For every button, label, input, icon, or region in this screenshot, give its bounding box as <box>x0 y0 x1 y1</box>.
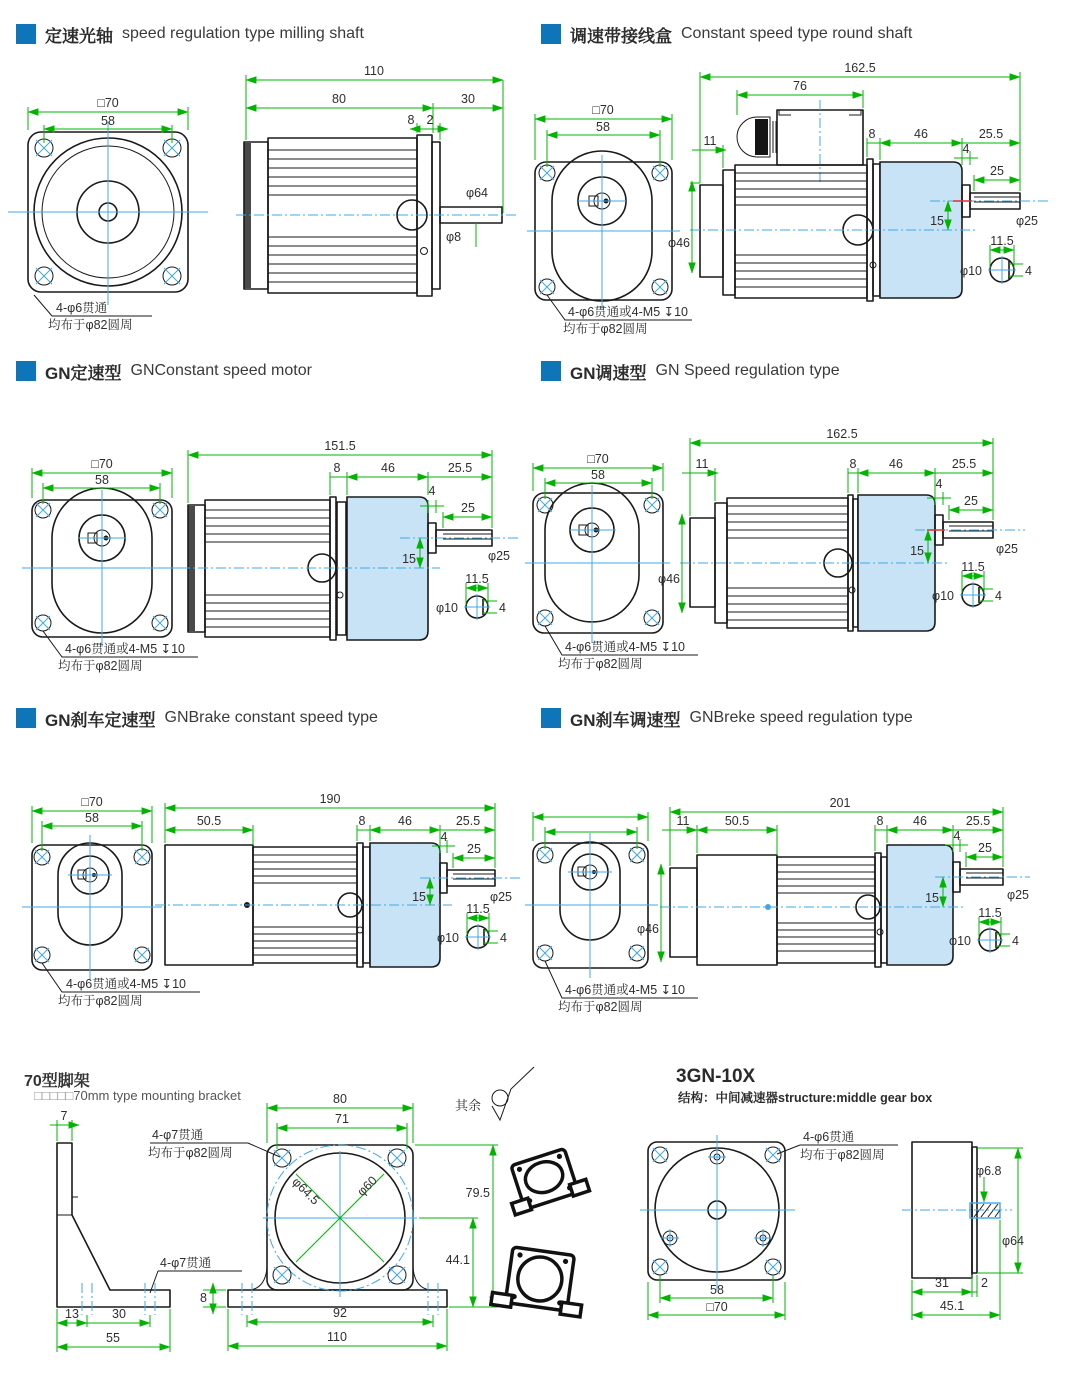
dim-phi60: φ60 <box>354 1173 380 1199</box>
dim-box76: 76 <box>793 79 807 93</box>
note-holes: 4-φ6贯通或4-M5 ↧10 <box>65 642 186 656</box>
dim-key25: 25 <box>461 501 475 515</box>
shaft-section-detail <box>949 906 1019 953</box>
drawing-gn-brake-regulation <box>530 770 1085 1065</box>
dim-pre11: 11 <box>703 134 717 148</box>
dim-holes71: 71 <box>335 1112 349 1126</box>
dim-ext255: 25.5 <box>455 814 481 828</box>
dim-key25: 25 <box>467 842 481 856</box>
dim-gear46: 46 <box>889 457 903 471</box>
shaft-section-detail <box>932 560 1002 608</box>
section-title-en: GNBreke speed regulation type <box>689 709 913 726</box>
dim-key-phi10: φ10 <box>435 601 458 615</box>
dim-cap8: 8 <box>849 457 857 471</box>
dim-phi25: φ25 <box>996 542 1019 556</box>
dim-ext255: 25.5 <box>965 814 991 828</box>
flange-front-view <box>8 96 208 332</box>
section-marker-icon <box>541 708 561 728</box>
dim-total: 162.5 <box>844 61 876 75</box>
dim-cap8: 8 <box>876 814 884 828</box>
dim-square70: □70 <box>81 795 103 809</box>
dim-front30: 30 <box>461 92 475 106</box>
dim-ext255: 25.5 <box>447 461 473 475</box>
gearbox-front-view <box>640 1130 898 1320</box>
section-header-3 <box>16 359 312 383</box>
dim-cap8: 8 <box>868 127 876 141</box>
tofu-boxes: □□□□□ <box>34 1088 74 1103</box>
motor-side-view <box>180 439 520 640</box>
dim-step4: 4 <box>935 477 943 491</box>
dim-b13: 13 <box>65 1307 79 1321</box>
section-title-en: speed regulation type milling shaft <box>122 25 364 42</box>
bracket-subtitle: □□□□□70mm type mounting bracket <box>34 1088 241 1103</box>
dim-key-depth4: 4 <box>500 931 507 945</box>
note-circle: 均布于φ82圆周 <box>800 1148 885 1162</box>
dim-w31: 31 <box>935 1276 949 1290</box>
note-holes: 4-φ6贯通或4-M5 ↧10 <box>565 640 686 654</box>
gearbox-model: 3GN-10X <box>676 1066 756 1087</box>
dim-phi64: φ64 <box>466 186 489 200</box>
section-header-5 <box>16 706 378 730</box>
note-circle: 均布于φ82圆周 <box>558 657 643 671</box>
note-holes: 4-φ6贯通或4-M5 ↧10 <box>66 977 187 991</box>
drawing-round-shaft <box>530 55 1085 355</box>
dim-square70: □70 <box>587 452 609 466</box>
dim-key25: 25 <box>964 494 978 508</box>
motor-side-view <box>668 61 1050 301</box>
dim-key-phi10: φ10 <box>959 264 982 278</box>
front-flange-block <box>700 185 723 277</box>
section-marker-icon <box>541 361 561 381</box>
dim-body80: 80 <box>332 92 346 106</box>
dim-b30: 30 <box>112 1307 126 1321</box>
dim-square70: □70 <box>592 103 614 117</box>
dim-w451: 45.1 <box>939 1299 965 1313</box>
dim-bolt58: 58 <box>85 811 99 825</box>
shaft-section-detail <box>437 902 507 950</box>
dim-step4: 4 <box>428 484 436 498</box>
dim-phi46: φ46 <box>667 236 690 250</box>
section-title-zh: GN调速型 <box>570 363 647 383</box>
dim-total: 162.5 <box>826 427 858 441</box>
gearbox-side-view <box>902 1142 1024 1320</box>
dim-pre11: 11 <box>676 814 690 828</box>
dim-b92: 92 <box>333 1306 347 1320</box>
section-header-4 <box>541 359 840 383</box>
dim-h441: 44.1 <box>445 1253 470 1267</box>
output-shaft <box>970 193 1020 209</box>
dim-phi25: φ25 <box>488 549 511 563</box>
dim-gear46: 46 <box>398 814 412 828</box>
dim-key-width: 11.5 <box>961 560 985 574</box>
dim-bolt58: 58 <box>95 473 109 487</box>
note-circle: 均布于φ82圆周 <box>58 659 143 673</box>
note-holes: 4-φ6贯通 <box>56 301 108 315</box>
output-shaft <box>943 522 993 538</box>
gearbox-structure: 结构：中间减速器structure:middle gear box <box>678 1091 933 1105</box>
dim-ext255: 25.5 <box>978 127 1004 141</box>
motor-side-view <box>155 792 520 967</box>
section-title-zh: GN定速型 <box>45 363 122 383</box>
dim-total: 201 <box>829 796 851 810</box>
drawing-constant-speed-shaft <box>0 55 540 355</box>
section-marker-icon <box>541 24 561 44</box>
dim-gear46: 46 <box>381 461 395 475</box>
dim-bolt58: 58 <box>596 120 610 134</box>
note-circle: 均布于φ82圆周 <box>558 1000 643 1014</box>
dim-gear46: 46 <box>913 814 927 828</box>
dim-key-depth4: 4 <box>1012 934 1019 948</box>
drawing-gn-regulation <box>530 425 1085 705</box>
dim-phi46: φ46 <box>636 922 659 936</box>
dim-b55: 55 <box>106 1331 120 1345</box>
dim-key-width: 11.5 <box>466 902 490 916</box>
dim-cap8: 8 <box>358 814 366 828</box>
section-title-zh: GN刹车定速型 <box>45 710 156 730</box>
dim-phi25: φ25 <box>1016 214 1039 228</box>
section-header-2 <box>541 22 912 46</box>
dim-step4: 4 <box>953 829 961 843</box>
dim-key-phi10: φ10 <box>948 934 971 948</box>
dim-square70: □70 <box>706 1300 728 1314</box>
dim-step4: 4 <box>440 830 448 844</box>
dim-square70: □70 <box>91 457 113 471</box>
dim-total110: 110 <box>364 64 384 78</box>
bracket-front-view <box>148 1092 498 1351</box>
dim-offset15: 15 <box>925 891 939 905</box>
dim-h795: 79.5 <box>465 1186 490 1200</box>
section-title-zh: GN刹车调速型 <box>570 710 681 730</box>
flange-front-view <box>525 812 698 1014</box>
dim-key-depth4: 4 <box>995 589 1002 603</box>
dim-key-width: 11.5 <box>978 906 1002 920</box>
shaft-section-detail <box>436 572 506 620</box>
bolt-hole <box>537 497 660 626</box>
note-base-holes: 4-φ7贯通 <box>160 1256 212 1270</box>
dim-key25: 25 <box>978 841 992 855</box>
note-holes: 4-φ6贯通或4-M5 ↧10 <box>565 983 686 997</box>
dim-w2: 2 <box>981 1276 988 1290</box>
dim-total: 190 <box>319 792 341 806</box>
dim-offset15: 15 <box>910 544 924 558</box>
dim-top80: 80 <box>333 1092 347 1106</box>
dim-key-phi10: φ10 <box>436 931 459 945</box>
note-circle: 均布于φ82圆周 <box>563 322 648 336</box>
drawing-middle-gearbox <box>640 1065 1085 1400</box>
flange-front-view <box>525 452 698 671</box>
dim-bolt58: 58 <box>101 114 115 128</box>
note-flange-circle: 均布于φ82圆周 <box>148 1146 233 1160</box>
dim-step2: 2 <box>426 113 434 127</box>
dim-phi25: φ25 <box>490 890 513 904</box>
dim-pre11: 11 <box>695 457 709 471</box>
section-title-en: Constant speed type round shaft <box>681 25 913 42</box>
note-circle: 均布于φ82圆周 <box>58 994 143 1008</box>
section-title-en: GN Speed regulation type <box>655 362 840 379</box>
dim-phi64: φ64 <box>1002 1234 1025 1248</box>
dim-bolt58: 58 <box>710 1283 724 1297</box>
dim-brake505: 50.5 <box>196 814 222 828</box>
dim-base8: 8 <box>200 1291 207 1305</box>
surface-finish-symbol <box>455 1067 534 1120</box>
terminal-box <box>737 100 863 185</box>
dim-phi68: φ6.8 <box>976 1164 1002 1178</box>
note-holes: 4-φ6贯通或4-M5 ↧10 <box>568 305 689 319</box>
dim-offset15: 15 <box>402 552 416 566</box>
other-label: 其余 <box>455 1098 482 1113</box>
bracket-isometric-bottom <box>491 1245 588 1317</box>
shaft-section-detail <box>960 234 1032 284</box>
note-holes: 4-φ6贯通 <box>803 1130 855 1144</box>
note-flange-holes: 4-φ7贯通 <box>152 1128 204 1142</box>
drawing-gn-brake-constant <box>0 770 540 1065</box>
section-title-zh: 调速带接线盒 <box>570 26 672 46</box>
motor-side-view <box>658 427 1025 631</box>
motor-side-view <box>637 796 1030 967</box>
dim-phi46: φ46 <box>657 572 680 586</box>
dim-step4: 4 <box>962 142 970 156</box>
section-marker-icon <box>16 24 36 44</box>
dim-bolt58: 58 <box>591 468 605 482</box>
flange-front-view <box>527 103 692 336</box>
bolt-hole <box>537 847 645 961</box>
drawing-mounting-bracket <box>0 1065 640 1400</box>
drawing-gn-constant <box>0 425 540 705</box>
note-circle: 均布于φ82圆周 <box>48 318 133 332</box>
dim-phi25: φ25 <box>1007 888 1030 902</box>
motor-side-view <box>236 64 516 296</box>
flange-front-view <box>22 457 198 673</box>
dim-offset15: 15 <box>412 890 426 904</box>
dim-square70: □70 <box>97 96 119 110</box>
dim-b110: 110 <box>327 1330 347 1344</box>
dim-key-depth4: 4 <box>1025 264 1032 278</box>
section-title-zh: 定速光轴 <box>45 26 113 46</box>
dim-cap8: 8 <box>407 113 415 127</box>
dim-brake505: 50.5 <box>724 814 750 828</box>
dim-w7: 7 <box>60 1109 68 1123</box>
dim-offset15: 15 <box>930 214 944 228</box>
bolt-hole <box>34 849 150 963</box>
brake-housing <box>697 855 777 965</box>
dim-key-width: 11.5 <box>990 234 1014 248</box>
dim-phi645: φ64.5 <box>289 1174 323 1208</box>
dim-cap8: 8 <box>333 461 341 475</box>
dim-key25: 25 <box>990 164 1004 178</box>
section-title-en: GNConstant speed motor <box>130 362 312 379</box>
dim-gear46: 46 <box>914 127 928 141</box>
section-marker-icon <box>16 708 36 728</box>
dim-key-phi10: φ10 <box>931 589 954 603</box>
section-title-en: GNBrake constant speed type <box>164 709 378 726</box>
section-header-6 <box>541 706 913 730</box>
dim-phi8: φ8 <box>446 230 462 244</box>
flange-front-view <box>22 795 200 1008</box>
dim-total: 151.5 <box>324 439 356 453</box>
dim-key-depth4: 4 <box>499 601 506 615</box>
bracket-isometric-top <box>500 1145 589 1215</box>
bracket-title: 70型脚架 <box>24 1073 90 1090</box>
section-header-1 <box>16 22 364 46</box>
section-marker-icon <box>16 361 36 381</box>
dim-ext255: 25.5 <box>951 457 977 471</box>
dim-key-width: 11.5 <box>465 572 489 586</box>
front-flange-block <box>670 868 697 957</box>
